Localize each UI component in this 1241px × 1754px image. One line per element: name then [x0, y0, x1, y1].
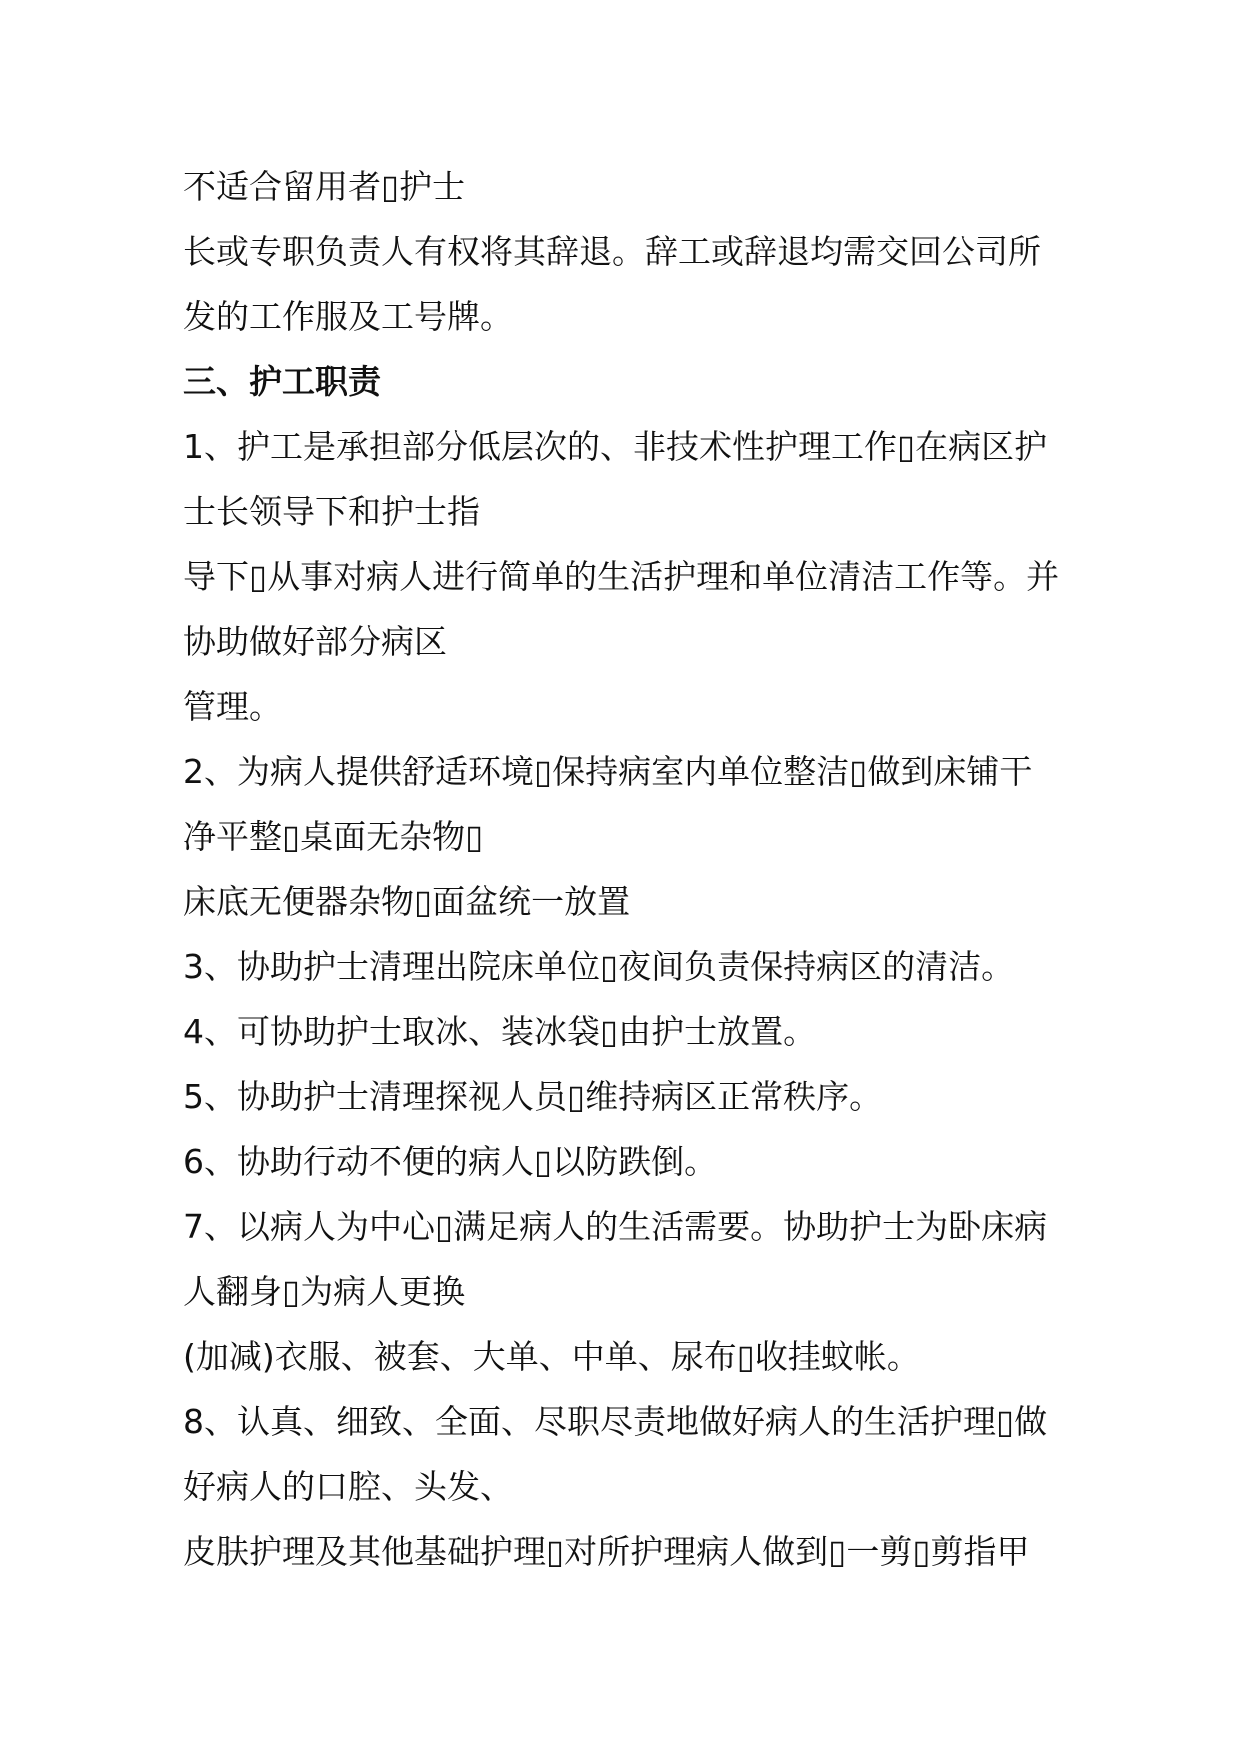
body-line: 6、协助行动不便的病人▯以防跌倒。 [183, 1142, 718, 1181]
body-line: 管理。 [183, 687, 282, 726]
body-line: 床底无便器杂物▯面盆统一放置 [183, 882, 631, 921]
section-heading: 三、护工职责 [183, 362, 381, 401]
body-line: 皮肤护理及其他基础护理▯对所护理病人做到▯一剪▯剪指甲 [183, 1532, 1030, 1571]
document-body [183, 154, 1083, 1584]
body-line: 8、认真、细致、全面、尽职尽责地做好病人的生活护理▯做 [183, 1402, 1048, 1441]
body-line: 不适合留用者▯护士 [183, 167, 466, 206]
body-line: 净平整▯桌面无杂物▯ [183, 817, 484, 856]
body-line: 2、为病人提供舒适环境▯保持病室内单位整洁▯做到床铺干 [183, 752, 1033, 791]
body-line: 长或专职负责人有权将其辞退。辞工或辞退均需交回公司所 [183, 232, 1041, 271]
body-line: 发的工作服及工号牌。 [183, 297, 513, 336]
body-line: 1、护工是承担部分低层次的、非技术性护理工作▯在病区护 [183, 427, 1048, 466]
body-line: 4、可协助护士取冰、装冰袋▯由护士放置。 [183, 1012, 817, 1051]
body-line: 好病人的口腔、头发、 [183, 1467, 513, 1506]
body-line: 士长领导下和护士指 [183, 492, 480, 531]
body-line: 7、以病人为中心▯满足病人的生活需要。协助护士为卧床病 [183, 1207, 1048, 1246]
body-line: 3、协助护士清理出院床单位▯夜间负责保持病区的清洁。 [183, 947, 1015, 986]
body-line: (加减)衣服、被套、大单、中单、尿布▯收挂蚊帐。 [183, 1337, 920, 1376]
body-line: 协助做好部分病区 [183, 622, 447, 661]
body-line: 人翻身▯为病人更换 [183, 1272, 466, 1311]
body-line: 5、协助护士清理探视人员▯维持病区正常秩序。 [183, 1077, 883, 1116]
body-line: 导下▯从事对病人进行简单的生活护理和单位清洁工作等。并 [183, 557, 1060, 596]
